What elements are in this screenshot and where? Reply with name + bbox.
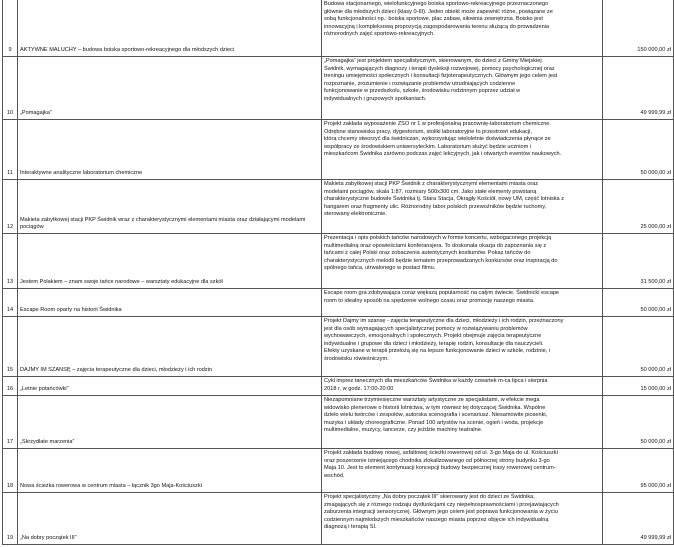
project-name: Escape Room oparty na historii Świdnika: [18, 289, 322, 317]
project-amount: 50 000,00 zł: [603, 120, 674, 180]
row-number: 17: [3, 396, 18, 449]
project-amount: 25 000,00 zł: [603, 180, 674, 234]
project-amount: 15 000,00 zł: [603, 377, 674, 396]
project-description: Projekt zakłada budowę nowej, asfaltowej ścieżki rowerowej od ul. 3-go Maja do ul. Kościuszki oraz poszerzenie istniejącego chodnika zlokalizowanego od północnej strony budynku 3-go Maja 10. Jest to element kontynuacji koncepcji budowy bezpiecznej trasy rowerowej centrum- wschód.: [322, 449, 603, 493]
project-amount: 49 999,99 zł: [603, 57, 674, 120]
project-amount: 31 500,00 zł: [603, 234, 674, 289]
project-name: „Skrzydlate marzenia”: [18, 396, 322, 449]
table-row: [3, 317, 674, 377]
row-number: 15: [3, 317, 18, 377]
project-name: „Letnie potańcówki”: [18, 377, 322, 396]
table-row: [3, 377, 674, 396]
row-number: 19: [3, 493, 18, 545]
table-row: [3, 180, 674, 234]
project-amount: 95 000,00 zł: [603, 449, 674, 493]
project-description: „Pomagajka” jest projektem specjalistycznym, skierowanym, do dzieci z Gminy Miejskiej Świdnik, wymagających diagnozy i terapii dysleksji rozwojowej, pomocy psychologicznej oraz treningu umiejętności społecznych i konsultacji fizjoterapeutycznych. Głównym jego celem jest rozpoznanie, zrozumienie i rozwiązanie problemów utrudniających codzienne funkcjonowanie w przedszkolu, szkole, środowisku rodzinnym poprzez udział w indywidualnych i grupowych spotkaniach.: [322, 57, 603, 120]
row-number: 10: [3, 57, 18, 120]
row-number: 16: [3, 377, 18, 396]
project-name: „Na dobry początek III”: [18, 493, 322, 545]
project-description: Prezentacja i opis polskich tańców narodowych w formie koncertu, wzbogaconego projekcją multimedialną oraz opowieściami konferansjera. To doskonała okazja do zapoznania się z tańcami z całej Polski oraz zobaczenia autentycznych kostiumów. Pokaz tańców do charakterystycznych melodii będzie tematem przeprowadzanych konkursów oraz inspiracją do spólnego tańca, utrwalonego w postaci filmu.: [322, 234, 603, 289]
project-name: „Pomagajka”: [18, 57, 322, 120]
project-description: Makieta zabytkowej stacji PKP Świdnik z charakterystycznymi elementami miasta oraz modelami pociągów, skala 1:87, rozmiary 500x300 cm. Jako stałe elementy powstaną charakterystyczne budowle Świdnika tj. Stara Stacja, Okrągły Kościół, nowy UM, część lotniska z hangarem oraz fragmenty ulic. Różnorodny tabor polskich przewoźników będzie ruchomy, sterowany elektronicznie.: [322, 180, 603, 234]
project-name: Jestem Polakiem – znam swoje tańce narodowe – warsztaty edukacyjne dla szkół: [18, 234, 322, 289]
projects-table: [2, 0, 674, 545]
project-description: Niezapomniane trzymiesięczne warsztaty artystyczne ze specjalistami, w efekcie mega widowisko plenerowe o historii lotnictwa, w tym również tej dotyczącej Świdnika. Wspólne dzieło wielu twórców i zespołów, autorska scenografia i scenariusz. Niesamowite piosenki, muzyka i układy choreograficzne. Ponad 100 artystów na scenie, ogień i woda, projekcje multimedialne, muzycy, tancerze, czy jeździe machiny teatralne.: [322, 396, 603, 449]
project-amount: 50 000,00 zł: [603, 396, 674, 449]
row-number: 12: [3, 180, 18, 234]
project-description: Escape room gra zdobywająca coraz większą popularność na całym świecie. Świdnicki escape room to idealny sposób na spędzenie wolnego czasu oraz promocję naszego miasta.: [322, 289, 603, 317]
project-amount: 150 000,00 zł: [603, 0, 674, 57]
project-amount: 50 000,00 zł: [603, 289, 674, 317]
project-name: DAJMY IM SZANSĘ – zajęcia terapeutyczne dla dzieci, młodzieży i ich rodzin: [18, 317, 322, 377]
table-row: [3, 493, 674, 545]
project-name: AKTYWNE MALUCHY – budowa boiska sportowo-rekreacyjnego dla młodszych dzieci: [18, 0, 322, 57]
row-number: 11: [3, 120, 18, 180]
row-number: 13: [3, 234, 18, 289]
project-description: Projekt Dajmy im szansę - zajęcia terapeutyczne dla dzieci, młodzieży i ich rodzin, przeznaczony jest dla osób wymagających specjalistycznej pomocy w rozwiązywaniu problemów wychowawczych, emocjonalnych i społecznych. Projekt obejmuje zajęcia terapeutyczne indywidualne i grupowe dla dzieci i młodzieży, terapię rodzin, konsultacje dla nauczycieli. Efekty uzyskane w terapii przełożą się na lepsze funkcjonowanie dzieci w szkole, rodzinie, i środowisku rówieśniczym.: [322, 317, 603, 377]
table-row: [3, 449, 674, 493]
project-amount: 49 999,99 zł: [603, 493, 674, 545]
table-row: [3, 120, 674, 180]
row-number: 14: [3, 289, 18, 317]
row-number: 9: [3, 0, 18, 57]
project-name: Nowa ścieżka rowerowa w centrum miasta – łącznik 3go Maja-Kościuszki: [18, 449, 322, 493]
table-row: [3, 289, 674, 317]
project-name: Makieta zabytkowej stacji PKP Świdnik wraz z charakterystycznymi elementami miasta oraz działającymi modelami pociągów: [18, 180, 322, 234]
project-description: Cykl imprez tanecznych dla mieszkańców Świdnika w każdy czwartek m-ca lipca i sierpnia 2018 r. w godz. 17:00-20:00: [322, 377, 603, 396]
row-number: 18: [3, 449, 18, 493]
table-row: [3, 396, 674, 449]
project-amount: 50 000,00 zł: [603, 317, 674, 377]
project-description: Budowa stacjonarnego, wielofunkcyjnego boiska sportowo-rekreacyjnego przeznaczonego głównie dla młodszych dzieci (klasy 0-III). Jeden obiekt może zapewnić różne, powiązane ze sobą funkcjonalności np.: boiska sportowe, plac zabaw, siłownia zewnętrzna. Boisko jest innowacyjną i kompleksową propozycją zagospodarowania terenu służącą do prowadzenia różnorodnych zajęć sportowo-rekreacyjnych.: [322, 0, 603, 57]
table-row: [3, 0, 674, 57]
project-name: Interaktywne analityczne laboratorium chemiczne: [18, 120, 322, 180]
table-row: [3, 234, 674, 289]
table-row: [3, 57, 674, 120]
project-description: Projekt specjalistyczny „Na dobry początek III” skierowany jest do dzieci ze Świdnika, zmagających się z różnego rodzaju dysfunkcjami czy niepełnosprawnościami i przejawiających zaburzenia integracji sensorycznej. Głównym jego celem jest poprawa funkcjonowania w życiu codziennym najmłodszych mieszkańców naszego miasta poprzez objęcie ich indywidualną diagnozą i terapią SI.: [322, 493, 603, 545]
project-description: Projekt zakłada wyposażenie ZSO nr 1 w profesjonalną pracownię-laboratorium chemiczne. Odrębne stanowiska pracy, dygestorium, stoliki laboratoryjne to przestrzeń edukacji, którą chcemy stworzyć dla świdniczan, wykorzystując wieloletnie doświadczenia płynące ze współpracy ze środowiskiem uniwersyteckim. Laboratorium służyć będzie uczniom i mieszkańcom Świdnika zarówno podczas zajęć lekcyjnych, jak i otwartych eventów naukowych.: [322, 120, 603, 180]
